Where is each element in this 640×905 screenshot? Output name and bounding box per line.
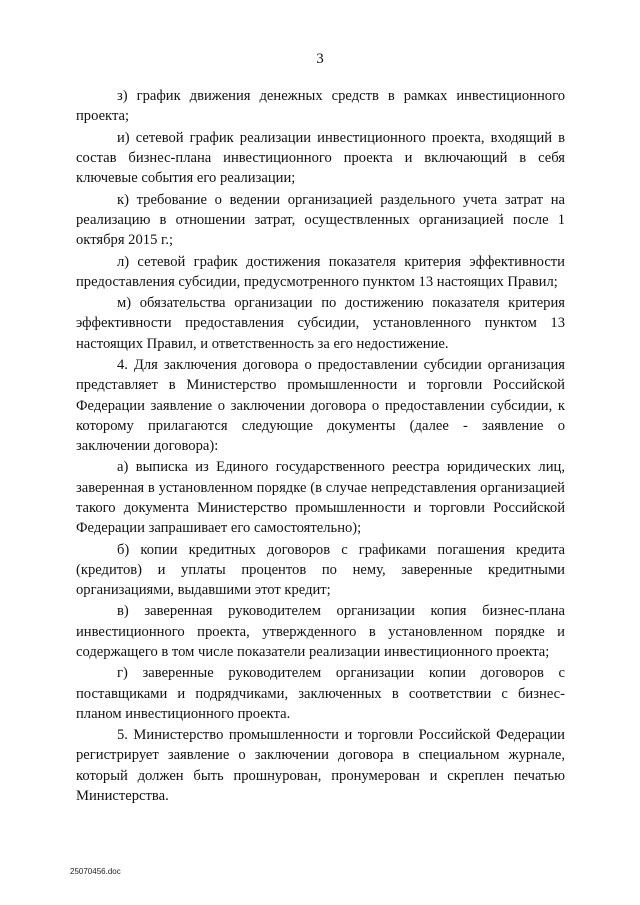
paragraph-z: з) график движения денежных средств в рамках инвестиционного проекта; bbox=[76, 88, 565, 125]
paragraph-g: г) заверенные руководителем организации копии договоров с поставщиками и подрядчиками, заключенных в соответствии с бизнес-планом инвестиционного проекта. bbox=[76, 665, 565, 722]
paragraph-section-5: 5. Министерство промышленности и торговли Российской Федерации регистрирует заявление о заключении договора в специальном журнале, который должен быть прошнурован, пронумерован и скреплен печатью Министерства. bbox=[76, 727, 565, 804]
paragraph-section-4: 4. Для заключения договора о предоставлении субсидии организация представляет в Министерство промышленности и торговли Российской Федерации заявление о заключении договора о предоставлении субсидии, к которому прилагаются следующие документы (далее - заявление о заключении договора): bbox=[76, 357, 565, 454]
page-number: 3 bbox=[316, 51, 324, 67]
paragraph-v: в) заверенная руководителем организации копия бизнес-плана инвестиционного проекта, утвержденного в установленном порядке и содержащего в том числе показатели реализации инвестиционного проекта; bbox=[76, 603, 565, 660]
footer-filename: 25070456.doc bbox=[70, 867, 121, 876]
paragraph-b: б) копии кредитных договоров с графиками погашения кредита (кредитов) и уплаты процентов по нему, заверенные кредитными организациями, выдавшими этот кредит; bbox=[76, 541, 565, 598]
paragraph-l: л) сетевой график достижения показателя критерия эффективности предоставления субсидии, предусмотренного пунктом 13 настоящих Правил; bbox=[76, 253, 565, 290]
paragraph-k: к) требование о ведении организацией раздельного учета затрат на реализацию в отношении затрат, осуществленных организацией после 1 октября 2015 г.; bbox=[76, 191, 565, 249]
paragraph-i: и) сетевой график реализации инвестиционного проекта, входящий в состав бизнес-плана инвестиционного проекта и включающий в себя ключевые события его реализации; bbox=[76, 129, 565, 187]
paragraph-a: а) выписка из Единого государственного реестра юридических лиц, заверенная в установленном порядке (в случае непредставления организацией такого документа Министерство промышленности и торговли Российской Федерации запрашивает его самостоятельно); bbox=[76, 459, 565, 537]
document-body bbox=[76, 86, 565, 806]
paragraph-m: м) обязательства организации по достижению показателя критерия эффективности предоставления субсидии, установленного пунктом 13 настоящих Правил, и ответственность за его недостижение. bbox=[76, 295, 565, 352]
